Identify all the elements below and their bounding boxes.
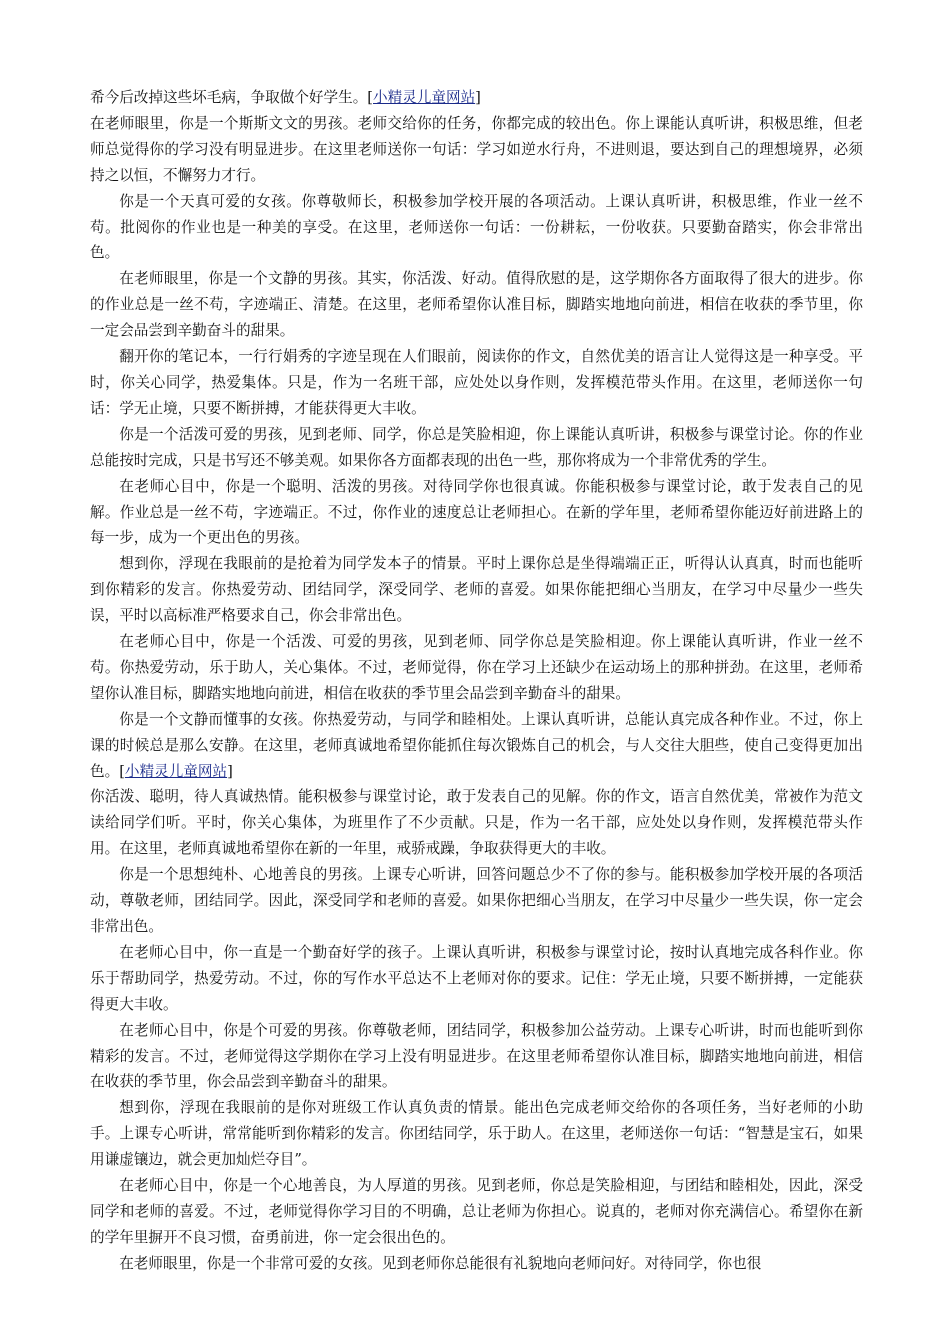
paragraph-8: 想到你，浮现在我眼前的是抢着为同学发本子的情景。平时上课你总是坐得端端正正，听得认认真真，时而也能听到你精彩的发言。你热爱劳动、团结同学，深受同学、老师的喜爱。如果你能把细心当朋友，在学习中尽量少一些失误，平时以高标准严格要求自己，你会非常出色。 [90,555,863,625]
paragraph-2: 在老师眼里，你是一个斯斯文文的男孩。老师交给你的任务，你都完成的较出色。你上课能认真听讲，积极思维，但老师总觉得你的学习没有明显进步。在这里老师送你一句话：学习如逆水行舟，不进则退，要达到自己的理想境界，必须持之以恒，不懈努力才行。 [90,114,863,184]
paragraph-1 [90,85,863,111]
paragraph-4: 在老师眼里，你是一个文静的男孩。其实，你活泼、好动。值得欣慰的是，这学期你各方面取得了很大的进步。你的作业总是一丝不苟，字迹端正、清楚。在这里，老师希望你认准目标，脚踏实地地向前进，相信在收获的季节里，你一定会品尝到辛勤奋斗的甜果。 [90,270,863,340]
paragraph-17: 在老师眼里，你是一个非常可爱的女孩。见到老师你总能很有礼貌地向老师问好。对待同学，你也很 [119,1254,762,1272]
paragraph-14: 在老师心目中，你是个可爱的男孩。你尊敬老师，团结同学，积极参加公益劳动。上课专心听讲，时而也能听到你精彩的发言。不过，老师觉得这学期你在学习上没有明显进步。在这里老师希望你认准目标，脚踏实地地向前进，相信在收获的季节里，你会品尝到辛勤奋斗的甜果。 [90,1021,863,1091]
site-link[interactable]: 小精灵儿童网站 [373,89,476,106]
site-link[interactable]: 小精灵儿童网站 [124,762,228,780]
paragraph-11: 你活泼、聪明，待人真诚热情。能积极参与课堂讨论，敢于发表自己的见解。你的作文，语言自然优美，常被作为范文读给同学们听。平时，你关心集体，为班里作了不少贡献。只是，作为一名干部，应处处以身作则，发挥模范带头作用。在这里，老师真诚地希望你在新的一年里，戒骄戒躁，争取获得更大的丰收。 [90,788,863,858]
paragraph-12: 你是一个思想纯朴、心地善良的男孩。上课专心听讲，回答问题总少不了你的参与。能积极参加学校开展的各项活动，尊敬老师，团结同学。因此，深受同学和老师的喜爱。如果你把细心当朋友，在学习中尽量少一些失误，你一定会非常出色。 [90,866,863,935]
paragraph-16: 在老师心目中，你是一个心地善良，为人厚道的男孩。见到老师，你总是笑脸相迎，与团结和睦相处，因此，深受同学和老师的喜爱。不过，老师觉得你学习目的不明确，总让老师为你担心。说真的，老师对你充满信心。希望你在新的学年里摒开不良习惯，奋勇前进，你一定会很出色的。 [90,1177,863,1246]
paragraph-text: 你是一个文静而懂事的女孩。你热爱劳动，与同学和睦相处。上课认真听讲，总能认真完成各种作业。不过，你上课的时候总是那么安静。在这里，老师真诚地希望你能抓住每次锻炼自己的机会，与人交往大胆些，使自己变得更加出色。 [90,710,863,780]
document-body [90,85,863,1277]
link-bracket-open: [ [119,762,125,780]
paragraph-9: 在老师心目中，你是一个活泼、可爱的男孩，见到老师、同学你总是笑脸相迎。你上课能认真听讲，作业一丝不苟。你热爱劳动，乐于助人，关心集体。不过，老师觉得，你在学习上还缺少在运动场上的那种拼劲。在这里，老师希望你认准目标，脚踏实地地向前进，相信在收获的季节里会品尝到辛勤奋斗的甜果。 [90,633,863,702]
paragraph-5: 翻开你的笔记本，一行行娟秀的字迹呈现在人们眼前，阅读你的作文，自然优美的语言让人觉得这是一种享受。平时，你关心同学，热爱集体。只是，作为一名班干部，应处处以身作则，发挥模范带头作用。在这里，老师送你一句话：学无止境，只要不断拼搏，才能获得更大丰收。 [90,348,863,417]
paragraph-7: 在老师心目中，你是一个聪明、活泼的男孩。对待同学你也很真诚。你能积极参与课堂讨论，敢于发表自己的见解。作业总是一丝不苟，字迹端正。不过，你作业的速度总让老师担心。在新的学年里，老师希望你能迈好前进路上的每一步，成为一个更出色的男孩。 [90,477,863,547]
link-bracket-close: ] [227,762,233,780]
link-bracket-open: [ [367,89,373,106]
paragraph-3: 你是一个天真可爱的女孩。你尊敬师长，积极参加学校开展的各项活动。上课认真听讲，积极思维，作业一丝不苟。批阅你的作业也是一种美的享受。在这里，老师送你一句话：一份耕耘，一份收获。只要勤奋踏实，你会非常出色。 [90,192,863,262]
paragraph-13: 在老师心目中，你一直是一个勤奋好学的孩子。上课认真听讲，积极参与课堂讨论，按时认真地完成各科作业。你乐于帮助同学，热爱劳动。不过，你的写作水平总达不上老师对你的要求。记住：学无止境，只要不断拼搏，一定能获得更大丰收。 [90,943,863,1013]
link-bracket-close: ] [475,89,481,106]
paragraph-10 [90,707,863,785]
paragraph-6: 你是一个活泼可爱的男孩，见到老师、同学，你总是笑脸相迎，你上课能认真听讲，积极参与课堂讨论。你的作业总能按时完成，只是书写还不够美观。如果你各方面都表现的出色一些，那你将成为一个非常优秀的学生。 [90,425,863,469]
paragraph-15: 想到你，浮现在我眼前的是你对班级工作认真负责的情景。能出色完成老师交给你的各项任务，当好老师的小助手。上课专心听讲，常常能听到你精彩的发言。你团结同学，乐于助人。在这里，老师送你一句话：“智慧是宝石，如果用谦虚镶边，就会更加灿烂夺目”。 [90,1099,863,1169]
paragraph-text: 希今后改掉这些坏毛病，争取做个好学生。 [90,89,368,106]
